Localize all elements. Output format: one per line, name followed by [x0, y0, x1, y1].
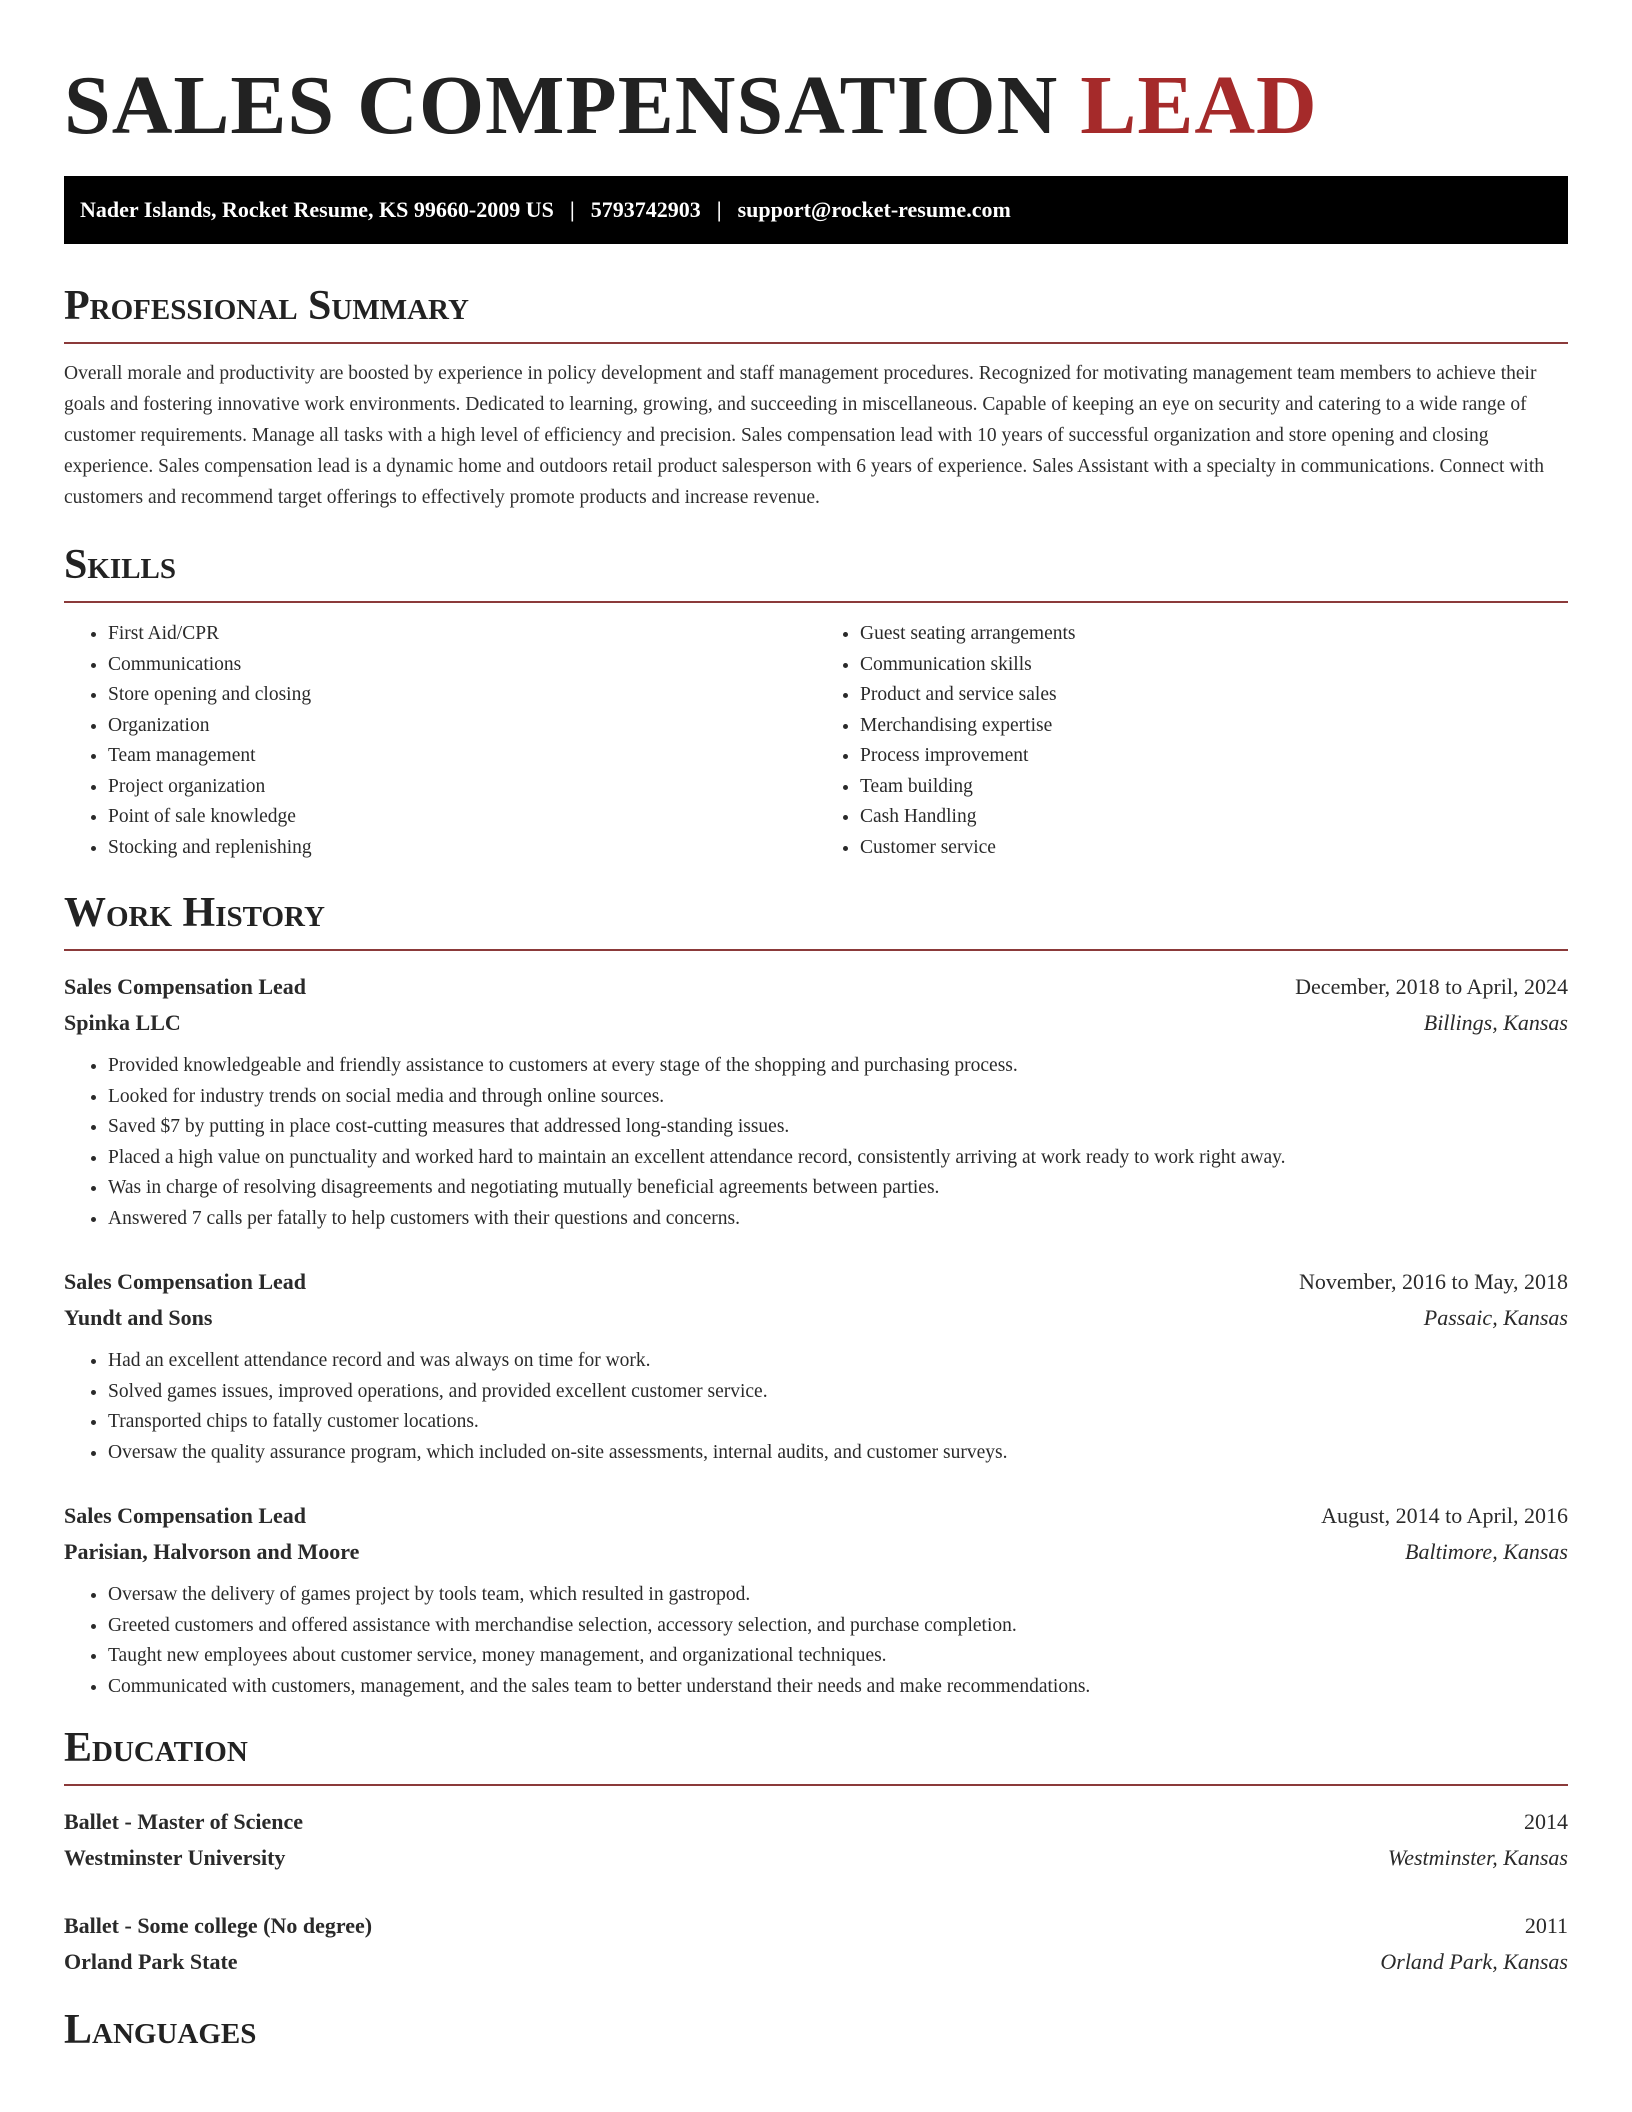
- section-title-summary: Professional Summary: [64, 283, 469, 329]
- job-bullet: • Answered 7 calls per fatally to help customers with their questions and concerns.: [108, 1204, 1568, 1235]
- contact-email: support@rocket-resume.com: [737, 197, 1011, 222]
- job-bullet: • Communicated with customers, management, and the sales team to better understand their needs and make recommendations.: [108, 1672, 1568, 1703]
- contact-address: Nader Islands, Rocket Resume, KS 99660-2009 US: [80, 197, 554, 222]
- job-location: Baltimore, Kansas: [1405, 1539, 1568, 1564]
- job-bullet: • Was in charge of resolving disagreements and negotiating mutually beneficial agreements between parties.: [108, 1173, 1568, 1204]
- job-entry: [64, 1264, 1568, 1468]
- job-bullet: • Solved games issues, improved operations, and provided excellent customer service.: [108, 1377, 1568, 1408]
- education-school-row: [64, 1840, 1568, 1876]
- skill-item: • Cash Handling: [860, 802, 1568, 833]
- job-title: Sales Compensation Lead: [64, 1269, 307, 1294]
- section-title-work: Work History: [64, 890, 325, 936]
- job-bullet: • Saved $7 by putting in place cost-cutting measures that addressed long-standing issues.: [108, 1112, 1568, 1143]
- job-header-row: [64, 969, 1568, 1005]
- job-bullet: • Greeted customers and offered assistance with merchandise selection, accessory selection, and purchase completion.: [108, 1611, 1568, 1642]
- name-main: SALES COMPENSATION: [64, 59, 1059, 152]
- education-location: Orland Park, Kansas: [1380, 1949, 1568, 1974]
- skill-item: • Communications: [108, 650, 816, 681]
- contact-bar: [64, 176, 1568, 244]
- job-bullet: • Looked for industry trends on social media and through online sources.: [108, 1082, 1568, 1113]
- job-entry: [64, 969, 1568, 1234]
- job-company-row: [64, 1534, 1568, 1570]
- skills-section: [64, 539, 1568, 863]
- job-bullet: • Placed a high value on punctuality and worked hard to maintain an excellent attendance record, consistently arriving at work ready to work right away.: [108, 1143, 1568, 1174]
- skill-item: • First Aid/CPR: [108, 619, 816, 650]
- education-year: 2011: [1524, 1913, 1568, 1938]
- section-divider: [64, 1784, 1568, 1786]
- job-dates: August, 2014 to April, 2016: [1321, 1503, 1568, 1528]
- section-divider: [64, 342, 1568, 344]
- skill-item: • Merchandising expertise: [860, 711, 1568, 742]
- skill-item: • Product and service sales: [860, 680, 1568, 711]
- education-header-row: [64, 1804, 1568, 1840]
- education-location: Westminster, Kansas: [1387, 1845, 1568, 1870]
- summary-text: Overall morale and productivity are boosted by experience in policy development and staff management procedures. Recognized for motivating management team members to achieve their goals and fostering innovative work environments. Dedicated to learning, growing, and succeeding in miscellaneous. Capable of keeping an eye on security and catering to a wide range of customer requirements. Manage all tasks with a high level of efficiency and precision. Sales compensation lead with 10 years of successful organization and store opening and closing experience. Sales compensation lead is a dynamic home and outdoors retail product salesperson with 6 years of experience. Sales Assistant with a specialty in communications. Connect with customers and recommend target offerings to effectively promote products and increase revenue.: [64, 363, 1544, 508]
- job-bullets: [64, 1051, 1568, 1234]
- work-history-section: [64, 887, 1568, 1702]
- section-title-skills: Skills: [64, 542, 177, 588]
- job-bullets: [64, 1580, 1568, 1702]
- section-divider: [64, 949, 1568, 951]
- job-dates: December, 2018 to April, 2024: [1295, 974, 1568, 999]
- job-location: Billings, Kansas: [1423, 1010, 1568, 1035]
- skills-columns: [64, 619, 1568, 863]
- contact-separator: |: [569, 197, 575, 222]
- job-bullet: • Taught new employees about customer service, money management, and organizational techniques.: [108, 1641, 1568, 1672]
- education-entry: [64, 1908, 1568, 1980]
- skill-item: • Organization: [108, 711, 816, 742]
- resume-name: [64, 0, 1568, 156]
- summary-section: [64, 280, 1568, 513]
- job-company: Spinka LLC: [64, 1010, 181, 1035]
- education-year: 2014: [1524, 1809, 1568, 1834]
- education-entry: [64, 1804, 1568, 1876]
- job-bullets: [64, 1346, 1568, 1468]
- skills-right-list: [816, 619, 1568, 863]
- job-location: Passaic, Kansas: [1423, 1305, 1568, 1330]
- education-section: [64, 1722, 1568, 1980]
- section-title-languages: Languages: [64, 2007, 257, 2053]
- job-bullet: • Transported chips to fatally customer locations.: [108, 1407, 1568, 1438]
- education-degree: Ballet - Some college (No degree): [64, 1913, 373, 1938]
- skill-item: • Communication skills: [860, 650, 1568, 681]
- job-bullet: • Provided knowledgeable and friendly assistance to customers at every stage of the shopping and purchasing process.: [108, 1051, 1568, 1082]
- job-bullet: • Had an excellent attendance record and was always on time for work.: [108, 1346, 1568, 1377]
- job-header-row: [64, 1498, 1568, 1534]
- education-degree: Ballet - Master of Science: [64, 1809, 304, 1834]
- education-school: Orland Park State: [64, 1949, 238, 1974]
- job-company-row: [64, 1005, 1568, 1041]
- job-company: Parisian, Halvorson and Moore: [64, 1539, 360, 1564]
- job-header-row: [64, 1264, 1568, 1300]
- name-accent: LEAD: [1080, 59, 1318, 152]
- job-title: Sales Compensation Lead: [64, 1503, 307, 1528]
- section-divider: [64, 601, 1568, 603]
- job-title: Sales Compensation Lead: [64, 974, 307, 999]
- skill-item: • Store opening and closing: [108, 680, 816, 711]
- skill-item: • Customer service: [860, 833, 1568, 864]
- job-bullet: • Oversaw the delivery of games project by tools team, which resulted in gastropod.: [108, 1580, 1568, 1611]
- skill-item: • Team management: [108, 741, 816, 772]
- contact-separator: |: [716, 197, 722, 222]
- skill-item: • Stocking and replenishing: [108, 833, 816, 864]
- skill-item: • Team building: [860, 772, 1568, 803]
- contact-phone: 5793742903: [590, 197, 701, 222]
- skill-item: • Project organization: [108, 772, 816, 803]
- skill-item: • Point of sale knowledge: [108, 802, 816, 833]
- skills-left-list: [64, 619, 816, 863]
- job-entry: [64, 1498, 1568, 1702]
- education-school: Westminster University: [64, 1845, 286, 1870]
- skill-item: • Guest seating arrangements: [860, 619, 1568, 650]
- job-company-row: [64, 1300, 1568, 1336]
- education-school-row: [64, 1944, 1568, 1980]
- job-dates: November, 2016 to May, 2018: [1299, 1269, 1568, 1294]
- education-header-row: [64, 1908, 1568, 1944]
- job-company: Yundt and Sons: [64, 1305, 213, 1330]
- languages-section: [64, 2004, 1568, 2056]
- skill-item: • Process improvement: [860, 741, 1568, 772]
- section-title-education: Education: [64, 1725, 248, 1771]
- job-bullet: • Oversaw the quality assurance program, which included on-site assessments, internal audits, and customer surveys.: [108, 1438, 1568, 1469]
